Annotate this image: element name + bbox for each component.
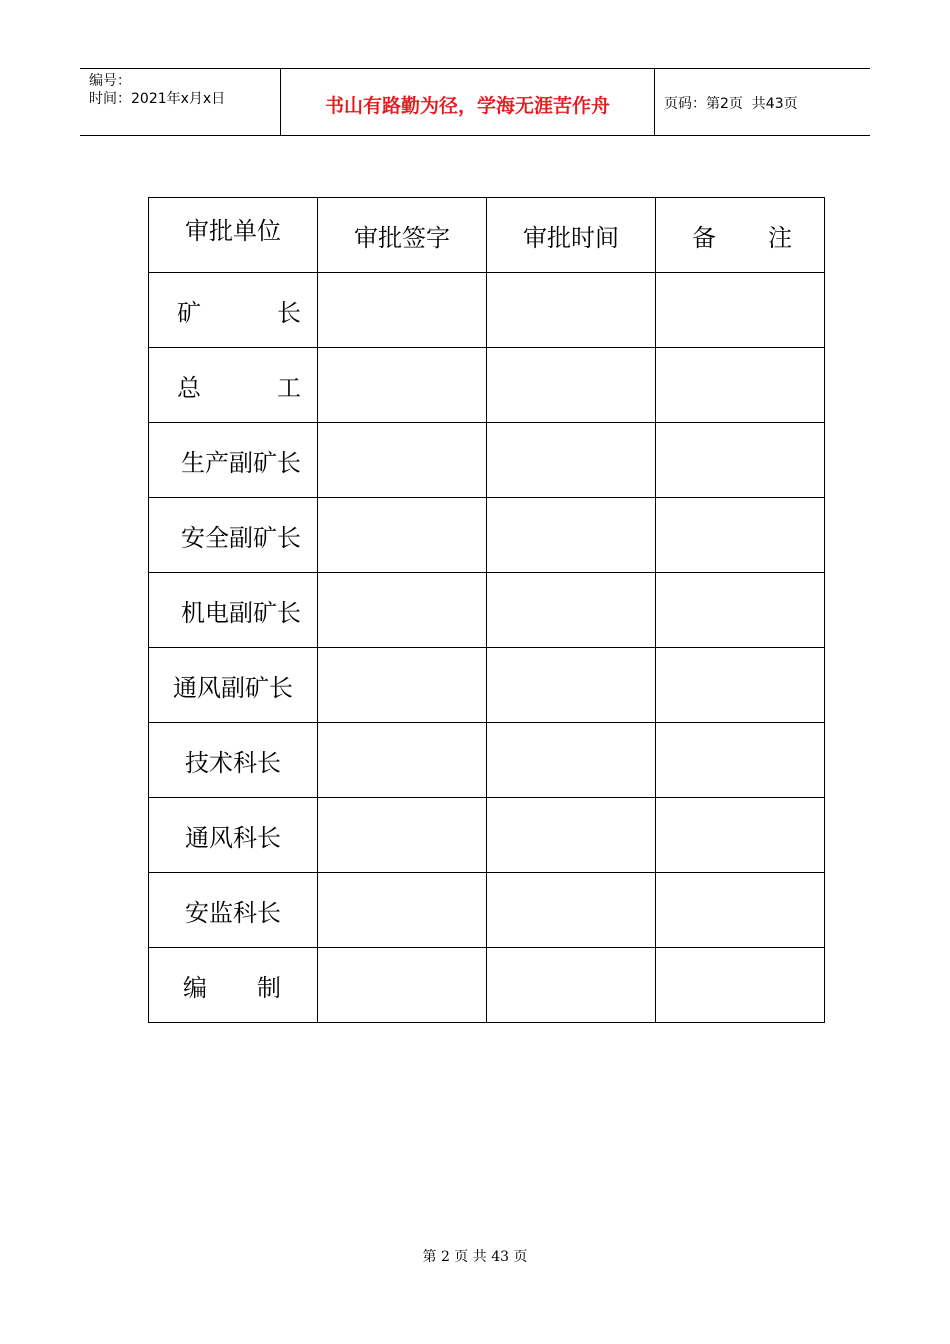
- column-header-note-char-2: 注: [768, 223, 792, 252]
- time-cell[interactable]: [487, 873, 656, 948]
- signature-cell[interactable]: [318, 273, 487, 348]
- note-cell[interactable]: [656, 273, 825, 348]
- header-page-label: 页码：第2页 共43页: [664, 96, 798, 112]
- row-label-chief-engineer: [149, 348, 318, 423]
- document-number: 编号：: [89, 73, 131, 89]
- document-header: [80, 68, 870, 136]
- column-header-time: 审批时间: [487, 198, 656, 273]
- page-footer: 第 2 页 共 43 页: [422, 1249, 528, 1265]
- row-label-mine-director: [149, 273, 318, 348]
- column-header-note-char-1: 备: [692, 223, 716, 252]
- table-header-row: [149, 198, 825, 273]
- row-label-safety-inspection-chief: 安监科长: [149, 873, 318, 948]
- table-row: [149, 948, 825, 1023]
- header-meta: [80, 69, 281, 135]
- time-cell[interactable]: [487, 348, 656, 423]
- row-label-compiled-by: [149, 948, 318, 1023]
- table-row: [149, 798, 825, 873]
- table-row: [149, 273, 825, 348]
- note-cell[interactable]: [656, 573, 825, 648]
- signature-cell[interactable]: [318, 648, 487, 723]
- time-cell[interactable]: [487, 798, 656, 873]
- row-label-production-deputy: 生产副矿长: [149, 423, 318, 498]
- signature-cell[interactable]: [318, 423, 487, 498]
- time-cell[interactable]: [487, 273, 656, 348]
- signature-cell[interactable]: [318, 498, 487, 573]
- row-label-electromechanical-deputy: 机电副矿长: [149, 573, 318, 648]
- row-label-technical-chief: 技术科长: [149, 723, 318, 798]
- table-row: [149, 498, 825, 573]
- column-header-unit: 审批单位: [149, 198, 318, 273]
- row-label-char-2: 长: [277, 298, 301, 327]
- note-cell[interactable]: [656, 873, 825, 948]
- signature-cell[interactable]: [318, 348, 487, 423]
- signature-cell[interactable]: [318, 873, 487, 948]
- note-cell[interactable]: [656, 648, 825, 723]
- note-cell[interactable]: [656, 723, 825, 798]
- table-row: [149, 648, 825, 723]
- note-cell[interactable]: [656, 348, 825, 423]
- row-label-char-1: 矿: [177, 298, 201, 327]
- time-cell[interactable]: [487, 648, 656, 723]
- header-page-number: [655, 69, 870, 135]
- note-cell[interactable]: [656, 423, 825, 498]
- table-row: [149, 573, 825, 648]
- row-label-ventilation-chief: 通风科长: [149, 798, 318, 873]
- row-label-char-1: 总: [177, 373, 201, 402]
- table-row: [149, 423, 825, 498]
- signature-cell[interactable]: [318, 798, 487, 873]
- column-header-note: [656, 198, 825, 273]
- document-date: 时间：2021年x月x日: [89, 91, 226, 107]
- approval-table: [148, 197, 825, 1023]
- row-label-ventilation-deputy: 通风副矿长: [149, 648, 318, 723]
- time-cell[interactable]: [487, 948, 656, 1023]
- time-cell[interactable]: [487, 723, 656, 798]
- time-cell[interactable]: [487, 498, 656, 573]
- signature-cell[interactable]: [318, 573, 487, 648]
- column-header-signature: 审批签字: [318, 198, 487, 273]
- table-row: [149, 348, 825, 423]
- time-cell[interactable]: [487, 573, 656, 648]
- row-label-safety-deputy: 安全副矿长: [149, 498, 318, 573]
- note-cell[interactable]: [656, 798, 825, 873]
- row-label-char-2: 制: [257, 973, 281, 1002]
- row-label-char-1: 编: [183, 973, 207, 1002]
- signature-cell[interactable]: [318, 723, 487, 798]
- time-cell[interactable]: [487, 423, 656, 498]
- note-cell[interactable]: [656, 948, 825, 1023]
- table-row: [149, 723, 825, 798]
- header-motto: 书山有路勤为径，学海无涯苦作舟: [281, 69, 655, 135]
- table-row: [149, 873, 825, 948]
- row-label-char-2: 工: [277, 373, 301, 402]
- note-cell[interactable]: [656, 498, 825, 573]
- signature-cell[interactable]: [318, 948, 487, 1023]
